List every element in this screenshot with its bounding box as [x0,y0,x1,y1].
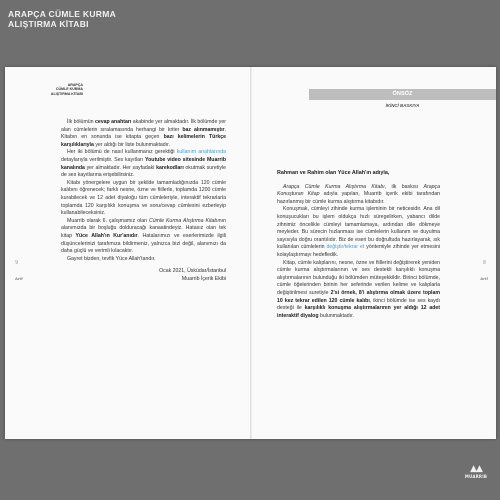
text-run: nın alanımızda bir boşluğu dolduracağı kanaatindeyiz. Hatasız olan tek kitap [61,217,226,239]
left-page-body [61,119,226,283]
page-number: 9 [15,260,19,266]
running-header [35,83,83,96]
text-run: Arapça Cümle Kurma Alıştırma Kitabı [283,183,385,190]
running-header-line: CÜMLE KURMA [55,87,83,92]
signature-line: Ocak 2021, Üsküdar/İstanbul [159,268,226,275]
text-run: . Kitabın en sonunda ise kitapta geçen [61,126,226,141]
text-run: Youtube video sitesinde Muarrib kanalında [61,156,226,171]
text-run: yer aldığı bir liste bulunmaktadır. [93,141,171,148]
text-run: Gayret bizden, tevfik Yüce Allah'tandır. [67,255,156,262]
paragraph [61,149,226,179]
edition-subtitle: İKİNCİ BASKIYA [385,103,420,108]
text-run: Arapça Konuşturan Kitap [277,183,440,198]
greeting: Rahman ve Rahim olan Yüce Allah'ın adıyla, [277,170,390,176]
text-run: Konuşmak, cümleyi zihinde kurma işleminin bir neticesidir. Ana dil konuşucukları bu işlem oldukça hızlı süregelirken, yabancı dilde zihnimiz öncelikle cümleyi tamamlamaya, ardından dile dökmeye meyleder. Bu sürecin hızlanması ise cümlelerin kullanım ve duyulma sayısıyla doğru orantılıdır. Biz de eseri bu doğrultuda hazırlayarak, sık kullanılan cümlelerin [277,206,440,251]
page-number: 8 [482,260,486,266]
brand-logo [461,465,491,479]
page-logo: Arif [480,276,488,281]
text-run: Kitap, cümle kalıplarını, nesne, özne ve fiillerini değiştirerek yeniden cümle kurma alıştırmalarının ve ses destekli karşılıklı konuşma alıştırmalarının bulunduğu iki bölümden müteşekkildir. Birinci bölümde, cümle öğelerinden birinin her seferinde verilen kelime ve kalıplarla değiştirilmesi suretiyle [277,259,440,296]
text-run: adıyla yapılan, Muarrib içerik ekibi tarafından hazırlanmış bir cümle kurma alıştırma kitabıdır. [277,191,440,205]
paragraph [277,260,440,321]
running-header-line: ALIŞTIRMA KİTABI [50,91,83,96]
running-header-line: ARAPÇA [67,83,83,87]
text-run: Her iki bölümü de nasıl kullanmanız gerektiği [67,149,177,156]
series-title-line-1: ARAPÇA CÜMLE KURMA [8,9,117,19]
text-run: bazı kelimelerin Türkçe karşılıklarıyla [61,134,226,148]
text-run: bulunmaktadır. [318,312,354,319]
text-run: karekodları [156,164,184,171]
right-page [252,67,496,439]
paragraph [61,119,226,149]
paragraph [61,180,226,218]
brand-name: MUARRIB [464,474,488,479]
text-run: yöntemiyle zihinde yer etmesini kolaylaştırmayı hedefledik. [277,244,440,258]
text-run: Yüce Allah'ın Kur'anıdır [75,232,138,239]
text-run: baz alınmamıştır [182,126,225,133]
text-run: detaylarıyla verilmiştir. Ses kayıtları [61,156,146,163]
book-spread [5,67,496,439]
paragraph [277,206,440,259]
text-run: yer almaktadır. Her sayfadaki [84,164,157,171]
brand-mark-icon: ▲▲ [470,464,482,474]
signature [61,268,226,283]
series-title-line-2: ALIŞTIRMA KİTABI [8,19,89,29]
text-run: okutmak suretiyle de ses kayıtlarına erişebilirsiniz. [61,164,226,179]
right-page-body [277,170,440,320]
paragraph [61,256,226,264]
text-run: cevap anahtarı [95,119,132,125]
text-run: . Hatalarımızı ve eserlerimizde ilgili düşüncelerinizi tarafımıza bildirmeniz, yalnızca bizi değil, alanımızı da daha güçlü ve verimli kılacaktır. [61,232,226,255]
text-run: , ilk baskısı [384,183,424,190]
text-link[interactable]: kullanım anahtarında [176,149,226,156]
text-run: , ikinci bölümde ise ses kaydı desteği ile [277,297,440,312]
text-run: Cümle Kurma Alıştırma Kitabı [149,217,219,224]
text-run: akabinde yer almaktadır. İlk bölümde yer alan cümlelerin sıralamasında herhangi bir kriter [61,119,226,133]
text-run: İlk bölümün [67,119,95,125]
section-title: ÖNSÖZ [309,89,496,100]
paragraph [61,218,226,256]
left-page [5,67,250,439]
page-logo: Arif [15,276,23,281]
signature-line: Muarrib İçerik Ekibi [181,275,226,282]
series-title [8,9,116,29]
text-link[interactable]: değiştir/tekrar et [326,244,365,251]
text-run: karşılıklı konuşma alıştırmalarının yer aldığı 12 adet interaktif diyalog [277,305,440,319]
text-run: Kitabı yönergelere uygun bir şekilde tamamladığınızda 120 cümle kalıbını öğrenecek; farklı nesne, özne ve fiillerle, toplamda 1200 cümle kurabilecek ve 12 adet diyaloğu tüm cümleleriyle, interaktif tekrarlarla toplamda 120 karşılıklı konuşma ve soru/cevap cümlesini ezberleyip kullanabileceksiniz. [61,179,226,217]
text-run: 2'si örnek, 8'i alıştırma olmak üzere toplam 10 kez tekrar edilen 120 cümle kalıbı [277,289,440,304]
paragraph [277,184,440,207]
text-run: Muarrib olarak 6. çalışmamız olan [67,217,149,224]
